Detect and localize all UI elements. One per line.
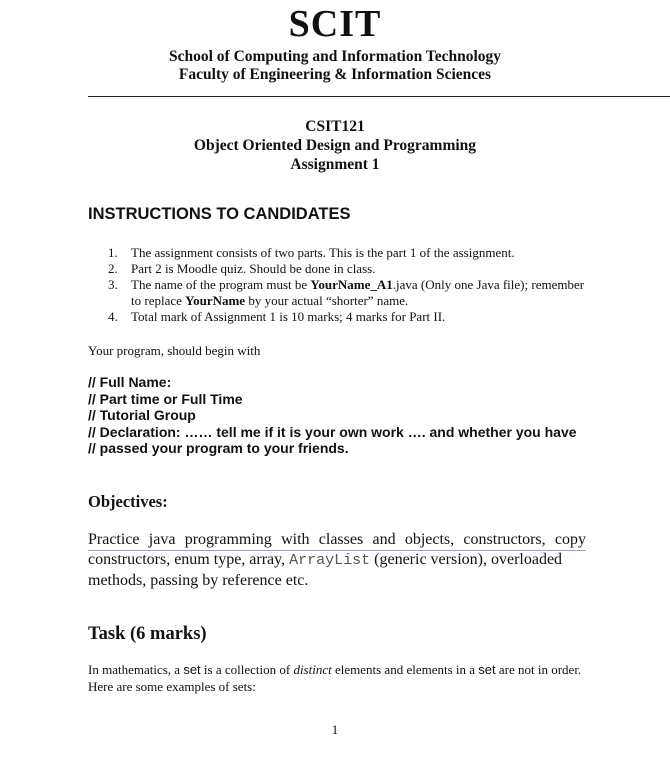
task-paragraph	[88, 661, 586, 695]
arraylist-code: ArrayList	[289, 552, 371, 569]
set-term: set	[478, 662, 496, 677]
item-number: 1.	[108, 245, 118, 260]
code-line: // Full Name:	[88, 374, 172, 390]
objectives-line: Practice java programming with classes and objects, constructors, copy	[88, 531, 586, 548]
task-text: In mathematics, a	[88, 662, 184, 677]
item-number: 2.	[108, 261, 118, 276]
scit-logo: SCIT	[288, 3, 382, 45]
item-text: Total mark of Assignment 1 is 10 marks; 4 marks for Part II.	[131, 309, 446, 324]
header-divider	[88, 96, 670, 97]
list-item	[88, 245, 588, 261]
program-begin-text: Your program, should begin with	[88, 343, 261, 358]
school-name: School of Computing and Information Technology	[168, 48, 502, 65]
course-title: Object Oriented Design and Programming	[193, 137, 477, 154]
task-text: elements and elements in a	[331, 662, 479, 677]
task-text: is a collection of	[200, 662, 294, 677]
list-item	[88, 261, 588, 277]
code-line: // Declaration: …… tell me if it is your own work …. and whether you have	[88, 423, 577, 440]
file-extension: .java	[392, 277, 418, 292]
item-text: The name of the program must be	[131, 277, 311, 292]
item-text: by your actual “shorter” name.	[245, 293, 409, 308]
code-header-block	[88, 374, 577, 457]
objectives-line: constructors, enum type, array,	[88, 551, 290, 568]
objectives-heading: Objectives:	[88, 492, 168, 511]
filename-highlight: YourName_A1	[310, 277, 393, 292]
task-text: are not in order. Here are some examples of sets:	[88, 662, 582, 694]
page-number: 1	[331, 722, 339, 737]
item-number: 3.	[108, 277, 118, 292]
assignment-title: Assignment 1	[290, 156, 380, 173]
objectives-line: (generic version), overloaded	[370, 551, 563, 568]
task-heading: Task (6 marks)	[88, 624, 207, 644]
item-number: 4.	[108, 309, 118, 324]
faculty-name: Faculty of Engineering & Information Sciences	[178, 66, 492, 83]
objectives-text	[88, 530, 586, 591]
list-item	[88, 309, 588, 325]
instructions-list	[88, 245, 588, 325]
code-line: // passed your program to your friends.	[88, 440, 349, 457]
code-line: // Tutorial Group	[88, 407, 196, 424]
code-line: // Part time or Full Time	[88, 390, 243, 407]
yourname-highlight: YourName	[185, 293, 246, 308]
distinct-term: distinct	[293, 662, 332, 677]
instructions-heading: INSTRUCTIONS TO CANDIDATES	[88, 205, 351, 223]
item-text: (Only one Java file); remember to replace	[131, 277, 585, 308]
objectives-line: methods, passing by reference etc.	[88, 572, 309, 589]
item-text: Part 2 is Moodle quiz. Should be done in class.	[131, 261, 376, 276]
item-text: The assignment consists of two parts. This is the part 1 of the assignment.	[131, 245, 515, 260]
course-code: CSIT121	[305, 118, 365, 135]
set-term: set	[183, 662, 201, 677]
list-item	[88, 277, 588, 309]
